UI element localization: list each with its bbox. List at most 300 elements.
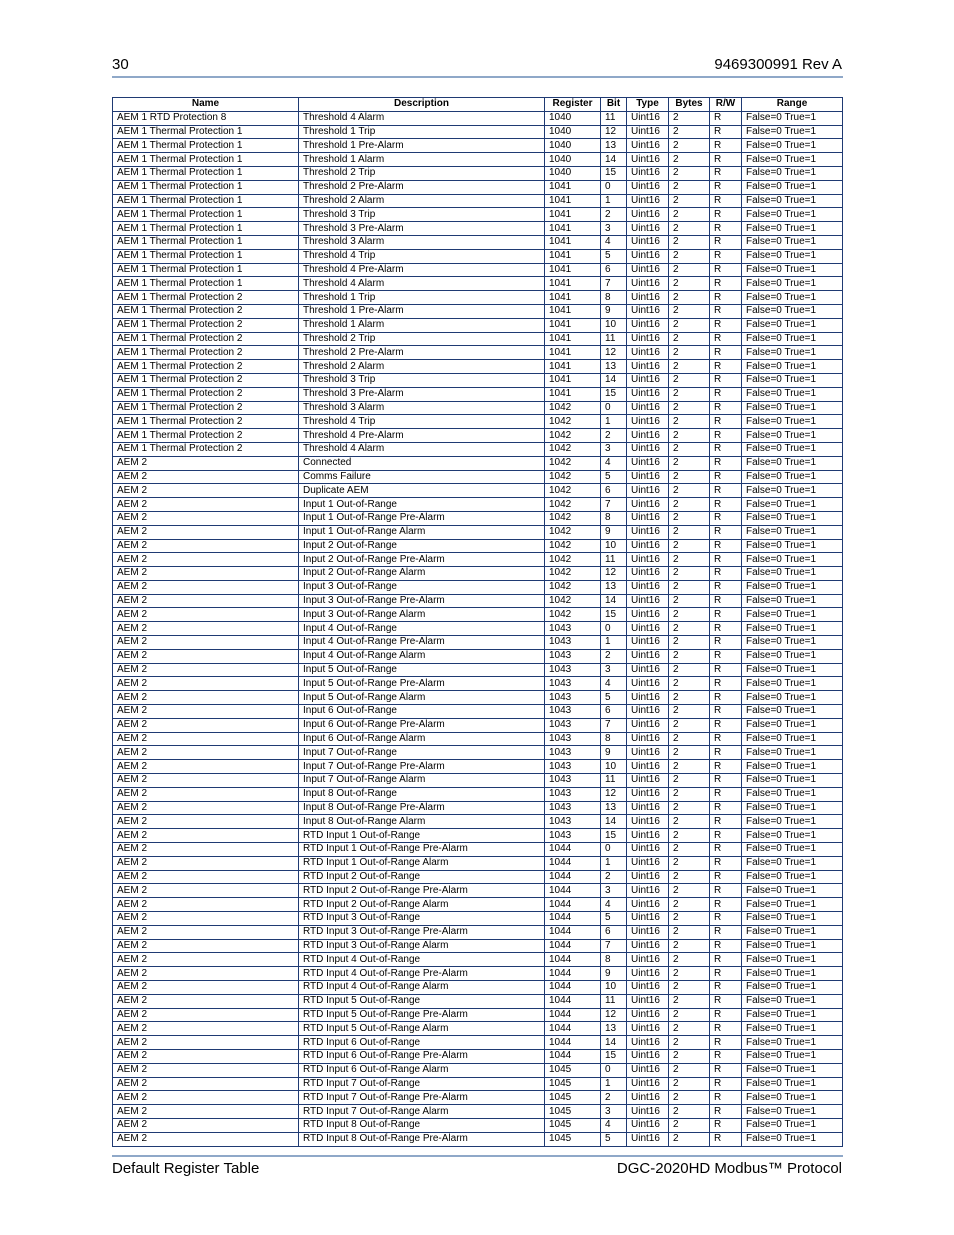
cell-rw: R xyxy=(710,705,742,719)
cell-description: Input 5 Out-of-Range xyxy=(299,663,545,677)
cell-rw: R xyxy=(710,277,742,291)
cell-register: 1043 xyxy=(545,787,601,801)
cell-description: Threshold 2 Pre-Alarm xyxy=(299,180,545,194)
cell-range: False=0 True=1 xyxy=(742,691,843,705)
table-row xyxy=(113,705,843,719)
cell-bit: 11 xyxy=(601,553,627,567)
cell-description: Threshold 4 Alarm xyxy=(299,111,545,125)
cell-register: 1041 xyxy=(545,387,601,401)
cell-type: Uint16 xyxy=(627,291,669,305)
cell-description: Input 7 Out-of-Range Alarm xyxy=(299,774,545,788)
cell-description: Threshold 1 Trip xyxy=(299,291,545,305)
cell-bytes: 2 xyxy=(669,939,710,953)
cell-register: 1041 xyxy=(545,194,601,208)
cell-description: Comms Failure xyxy=(299,470,545,484)
cell-bytes: 2 xyxy=(669,484,710,498)
cell-name: AEM 1 Thermal Protection 2 xyxy=(113,401,299,415)
cell-rw: R xyxy=(710,636,742,650)
cell-rw: R xyxy=(710,787,742,801)
cell-rw: R xyxy=(710,1022,742,1036)
cell-register: 1042 xyxy=(545,442,601,456)
cell-range: False=0 True=1 xyxy=(742,166,843,180)
cell-description: RTD Input 1 Out-of-Range Alarm xyxy=(299,856,545,870)
cell-bit: 1 xyxy=(601,1077,627,1091)
cell-range: False=0 True=1 xyxy=(742,967,843,981)
table-row xyxy=(113,843,843,857)
table-row xyxy=(113,1132,843,1146)
cell-rw: R xyxy=(710,856,742,870)
cell-type: Uint16 xyxy=(627,415,669,429)
cell-range: False=0 True=1 xyxy=(742,1091,843,1105)
cell-name: AEM 1 Thermal Protection 1 xyxy=(113,194,299,208)
cell-type: Uint16 xyxy=(627,898,669,912)
cell-type: Uint16 xyxy=(627,608,669,622)
cell-rw: R xyxy=(710,732,742,746)
cell-range: False=0 True=1 xyxy=(742,677,843,691)
cell-bit: 7 xyxy=(601,277,627,291)
cell-bytes: 2 xyxy=(669,912,710,926)
cell-rw: R xyxy=(710,898,742,912)
cell-bit: 14 xyxy=(601,153,627,167)
column-header-name: Name xyxy=(113,98,299,112)
cell-bit: 8 xyxy=(601,511,627,525)
cell-description: Threshold 4 Pre-Alarm xyxy=(299,263,545,277)
cell-bit: 13 xyxy=(601,580,627,594)
cell-bit: 11 xyxy=(601,111,627,125)
cell-range: False=0 True=1 xyxy=(742,153,843,167)
cell-register: 1043 xyxy=(545,815,601,829)
cell-rw: R xyxy=(710,249,742,263)
cell-rw: R xyxy=(710,815,742,829)
cell-range: False=0 True=1 xyxy=(742,180,843,194)
table-row xyxy=(113,263,843,277)
cell-description: Input 7 Out-of-Range Pre-Alarm xyxy=(299,760,545,774)
cell-range: False=0 True=1 xyxy=(742,774,843,788)
cell-bit: 6 xyxy=(601,925,627,939)
cell-type: Uint16 xyxy=(627,470,669,484)
cell-name: AEM 2 xyxy=(113,829,299,843)
cell-bytes: 2 xyxy=(669,760,710,774)
cell-type: Uint16 xyxy=(627,1105,669,1119)
cell-description: RTD Input 3 Out-of-Range Alarm xyxy=(299,939,545,953)
cell-description: Input 4 Out-of-Range xyxy=(299,622,545,636)
cell-name: AEM 2 xyxy=(113,622,299,636)
column-header-bit: Bit xyxy=(601,98,627,112)
cell-bytes: 2 xyxy=(669,291,710,305)
cell-description: Connected xyxy=(299,456,545,470)
column-header-rw: R/W xyxy=(710,98,742,112)
cell-name: AEM 2 xyxy=(113,843,299,857)
cell-register: 1042 xyxy=(545,511,601,525)
table-row xyxy=(113,442,843,456)
cell-name: AEM 1 Thermal Protection 1 xyxy=(113,180,299,194)
cell-bit: 5 xyxy=(601,249,627,263)
cell-register: 1045 xyxy=(545,1132,601,1146)
table-row xyxy=(113,594,843,608)
cell-range: False=0 True=1 xyxy=(742,746,843,760)
cell-bit: 10 xyxy=(601,981,627,995)
cell-type: Uint16 xyxy=(627,953,669,967)
table-row xyxy=(113,649,843,663)
cell-name: AEM 2 xyxy=(113,498,299,512)
table-row xyxy=(113,1022,843,1036)
cell-type: Uint16 xyxy=(627,139,669,153)
cell-register: 1041 xyxy=(545,249,601,263)
cell-bit: 13 xyxy=(601,139,627,153)
cell-description: Input 4 Out-of-Range Pre-Alarm xyxy=(299,636,545,650)
cell-name: AEM 2 xyxy=(113,1132,299,1146)
cell-bit: 1 xyxy=(601,415,627,429)
cell-bit: 1 xyxy=(601,856,627,870)
cell-description: Input 1 Out-of-Range xyxy=(299,498,545,512)
cell-type: Uint16 xyxy=(627,125,669,139)
cell-register: 1040 xyxy=(545,153,601,167)
cell-register: 1045 xyxy=(545,1063,601,1077)
cell-range: False=0 True=1 xyxy=(742,511,843,525)
cell-bytes: 2 xyxy=(669,1091,710,1105)
cell-rw: R xyxy=(710,291,742,305)
cell-rw: R xyxy=(710,442,742,456)
table-row xyxy=(113,456,843,470)
cell-name: AEM 1 Thermal Protection 2 xyxy=(113,291,299,305)
cell-range: False=0 True=1 xyxy=(742,580,843,594)
cell-bytes: 2 xyxy=(669,304,710,318)
cell-range: False=0 True=1 xyxy=(742,139,843,153)
table-row xyxy=(113,677,843,691)
cell-register: 1044 xyxy=(545,1008,601,1022)
column-header-type: Type xyxy=(627,98,669,112)
cell-description: RTD Input 5 Out-of-Range Alarm xyxy=(299,1022,545,1036)
cell-bit: 12 xyxy=(601,346,627,360)
cell-rw: R xyxy=(710,953,742,967)
cell-bit: 12 xyxy=(601,1008,627,1022)
cell-type: Uint16 xyxy=(627,360,669,374)
table-row xyxy=(113,525,843,539)
cell-description: Input 1 Out-of-Range Alarm xyxy=(299,525,545,539)
cell-register: 1043 xyxy=(545,705,601,719)
cell-description: RTD Input 4 Out-of-Range Pre-Alarm xyxy=(299,967,545,981)
cell-bit: 15 xyxy=(601,387,627,401)
cell-register: 1043 xyxy=(545,732,601,746)
cell-rw: R xyxy=(710,1132,742,1146)
cell-type: Uint16 xyxy=(627,856,669,870)
cell-bytes: 2 xyxy=(669,829,710,843)
cell-type: Uint16 xyxy=(627,718,669,732)
cell-register: 1044 xyxy=(545,912,601,926)
cell-range: False=0 True=1 xyxy=(742,332,843,346)
cell-rw: R xyxy=(710,387,742,401)
table-row xyxy=(113,470,843,484)
cell-register: 1044 xyxy=(545,939,601,953)
cell-range: False=0 True=1 xyxy=(742,208,843,222)
cell-range: False=0 True=1 xyxy=(742,1036,843,1050)
cell-range: False=0 True=1 xyxy=(742,953,843,967)
table-row xyxy=(113,939,843,953)
table-row xyxy=(113,194,843,208)
cell-bit: 9 xyxy=(601,746,627,760)
cell-name: AEM 2 xyxy=(113,553,299,567)
cell-bit: 4 xyxy=(601,235,627,249)
cell-bit: 9 xyxy=(601,967,627,981)
cell-type: Uint16 xyxy=(627,304,669,318)
page-number: 30 xyxy=(112,56,129,73)
cell-name: AEM 1 Thermal Protection 1 xyxy=(113,166,299,180)
cell-name: AEM 2 xyxy=(113,1077,299,1091)
cell-name: AEM 1 Thermal Protection 1 xyxy=(113,153,299,167)
cell-range: False=0 True=1 xyxy=(742,843,843,857)
cell-rw: R xyxy=(710,691,742,705)
cell-bytes: 2 xyxy=(669,1118,710,1132)
cell-bit: 6 xyxy=(601,705,627,719)
cell-bytes: 2 xyxy=(669,539,710,553)
cell-bit: 6 xyxy=(601,263,627,277)
cell-bit: 15 xyxy=(601,166,627,180)
cell-bit: 11 xyxy=(601,774,627,788)
cell-rw: R xyxy=(710,470,742,484)
cell-description: Input 3 Out-of-Range Pre-Alarm xyxy=(299,594,545,608)
cell-type: Uint16 xyxy=(627,111,669,125)
cell-name: AEM 2 xyxy=(113,1118,299,1132)
cell-bytes: 2 xyxy=(669,415,710,429)
table-row xyxy=(113,567,843,581)
cell-rw: R xyxy=(710,429,742,443)
cell-type: Uint16 xyxy=(627,1132,669,1146)
cell-rw: R xyxy=(710,1063,742,1077)
cell-bytes: 2 xyxy=(669,456,710,470)
cell-bit: 2 xyxy=(601,208,627,222)
cell-name: AEM 2 xyxy=(113,760,299,774)
cell-bit: 15 xyxy=(601,1049,627,1063)
cell-type: Uint16 xyxy=(627,815,669,829)
cell-register: 1041 xyxy=(545,332,601,346)
cell-register: 1043 xyxy=(545,663,601,677)
cell-name: AEM 2 xyxy=(113,898,299,912)
cell-type: Uint16 xyxy=(627,774,669,788)
table-row xyxy=(113,373,843,387)
cell-bytes: 2 xyxy=(669,346,710,360)
cell-type: Uint16 xyxy=(627,194,669,208)
cell-bit: 15 xyxy=(601,608,627,622)
table-row xyxy=(113,718,843,732)
cell-description: RTD Input 6 Out-of-Range xyxy=(299,1036,545,1050)
cell-register: 1044 xyxy=(545,1036,601,1050)
cell-bit: 3 xyxy=(601,442,627,456)
cell-register: 1042 xyxy=(545,456,601,470)
cell-bytes: 2 xyxy=(669,870,710,884)
cell-rw: R xyxy=(710,304,742,318)
table-row xyxy=(113,732,843,746)
cell-name: AEM 2 xyxy=(113,801,299,815)
table-row xyxy=(113,953,843,967)
table-row xyxy=(113,318,843,332)
cell-bit: 0 xyxy=(601,401,627,415)
cell-description: Threshold 1 Trip xyxy=(299,125,545,139)
table-row xyxy=(113,139,843,153)
cell-type: Uint16 xyxy=(627,691,669,705)
cell-type: Uint16 xyxy=(627,153,669,167)
table-row xyxy=(113,222,843,236)
cell-bytes: 2 xyxy=(669,981,710,995)
cell-type: Uint16 xyxy=(627,180,669,194)
cell-name: AEM 1 Thermal Protection 1 xyxy=(113,139,299,153)
cell-type: Uint16 xyxy=(627,567,669,581)
cell-rw: R xyxy=(710,594,742,608)
cell-range: False=0 True=1 xyxy=(742,1063,843,1077)
table-row xyxy=(113,332,843,346)
cell-register: 1045 xyxy=(545,1105,601,1119)
cell-type: Uint16 xyxy=(627,539,669,553)
table-row xyxy=(113,994,843,1008)
cell-register: 1042 xyxy=(545,539,601,553)
cell-bytes: 2 xyxy=(669,318,710,332)
cell-register: 1044 xyxy=(545,1049,601,1063)
cell-bit: 2 xyxy=(601,1091,627,1105)
cell-bytes: 2 xyxy=(669,1132,710,1146)
cell-rw: R xyxy=(710,829,742,843)
cell-range: False=0 True=1 xyxy=(742,277,843,291)
cell-bytes: 2 xyxy=(669,884,710,898)
cell-description: RTD Input 8 Out-of-Range Pre-Alarm xyxy=(299,1132,545,1146)
cell-register: 1041 xyxy=(545,291,601,305)
cell-rw: R xyxy=(710,1008,742,1022)
cell-name: AEM 2 xyxy=(113,1063,299,1077)
column-header-bytes: Bytes xyxy=(669,98,710,112)
cell-register: 1042 xyxy=(545,567,601,581)
cell-rw: R xyxy=(710,677,742,691)
cell-register: 1042 xyxy=(545,415,601,429)
cell-bytes: 2 xyxy=(669,525,710,539)
cell-description: Input 8 Out-of-Range Pre-Alarm xyxy=(299,801,545,815)
cell-type: Uint16 xyxy=(627,346,669,360)
cell-bytes: 2 xyxy=(669,580,710,594)
cell-name: AEM 2 xyxy=(113,981,299,995)
cell-bytes: 2 xyxy=(669,180,710,194)
cell-name: AEM 2 xyxy=(113,691,299,705)
cell-rw: R xyxy=(710,870,742,884)
cell-type: Uint16 xyxy=(627,1022,669,1036)
cell-name: AEM 2 xyxy=(113,1008,299,1022)
cell-register: 1041 xyxy=(545,304,601,318)
cell-rw: R xyxy=(710,649,742,663)
cell-range: False=0 True=1 xyxy=(742,360,843,374)
cell-register: 1045 xyxy=(545,1118,601,1132)
cell-range: False=0 True=1 xyxy=(742,1008,843,1022)
cell-range: False=0 True=1 xyxy=(742,1049,843,1063)
cell-type: Uint16 xyxy=(627,981,669,995)
column-header-range: Range xyxy=(742,98,843,112)
cell-name: AEM 2 xyxy=(113,594,299,608)
cell-type: Uint16 xyxy=(627,912,669,926)
cell-bytes: 2 xyxy=(669,139,710,153)
table-row xyxy=(113,208,843,222)
cell-rw: R xyxy=(710,235,742,249)
cell-type: Uint16 xyxy=(627,787,669,801)
table-row xyxy=(113,829,843,843)
cell-register: 1041 xyxy=(545,222,601,236)
column-header-description: Description xyxy=(299,98,545,112)
cell-register: 1043 xyxy=(545,801,601,815)
table-row xyxy=(113,346,843,360)
cell-rw: R xyxy=(710,139,742,153)
cell-bytes: 2 xyxy=(669,332,710,346)
cell-name: AEM 2 xyxy=(113,1091,299,1105)
cell-type: Uint16 xyxy=(627,401,669,415)
cell-bytes: 2 xyxy=(669,125,710,139)
cell-description: RTD Input 7 Out-of-Range Pre-Alarm xyxy=(299,1091,545,1105)
cell-bytes: 2 xyxy=(669,608,710,622)
cell-bytes: 2 xyxy=(669,1036,710,1050)
cell-register: 1044 xyxy=(545,843,601,857)
cell-register: 1041 xyxy=(545,277,601,291)
cell-register: 1043 xyxy=(545,636,601,650)
cell-description: Threshold 2 Alarm xyxy=(299,194,545,208)
cell-register: 1043 xyxy=(545,760,601,774)
cell-register: 1042 xyxy=(545,401,601,415)
cell-register: 1043 xyxy=(545,691,601,705)
cell-description: RTD Input 8 Out-of-Range xyxy=(299,1118,545,1132)
cell-rw: R xyxy=(710,498,742,512)
cell-register: 1041 xyxy=(545,235,601,249)
cell-description: Threshold 2 Alarm xyxy=(299,360,545,374)
cell-bit: 9 xyxy=(601,525,627,539)
table-row xyxy=(113,125,843,139)
cell-type: Uint16 xyxy=(627,801,669,815)
cell-name: AEM 1 Thermal Protection 1 xyxy=(113,125,299,139)
table-row xyxy=(113,484,843,498)
cell-rw: R xyxy=(710,746,742,760)
cell-rw: R xyxy=(710,539,742,553)
cell-description: Threshold 3 Trip xyxy=(299,373,545,387)
cell-description: Threshold 2 Trip xyxy=(299,166,545,180)
cell-name: AEM 1 Thermal Protection 1 xyxy=(113,222,299,236)
cell-bytes: 2 xyxy=(669,649,710,663)
cell-range: False=0 True=1 xyxy=(742,525,843,539)
cell-name: AEM 2 xyxy=(113,884,299,898)
cell-range: False=0 True=1 xyxy=(742,222,843,236)
cell-name: AEM 2 xyxy=(113,567,299,581)
cell-name: AEM 1 Thermal Protection 2 xyxy=(113,304,299,318)
cell-range: False=0 True=1 xyxy=(742,442,843,456)
table-row xyxy=(113,925,843,939)
cell-bytes: 2 xyxy=(669,360,710,374)
cell-rw: R xyxy=(710,718,742,732)
cell-type: Uint16 xyxy=(627,553,669,567)
cell-rw: R xyxy=(710,125,742,139)
cell-bit: 5 xyxy=(601,691,627,705)
cell-type: Uint16 xyxy=(627,967,669,981)
cell-bit: 6 xyxy=(601,484,627,498)
cell-range: False=0 True=1 xyxy=(742,856,843,870)
cell-name: AEM 2 xyxy=(113,774,299,788)
table-row xyxy=(113,981,843,995)
cell-bytes: 2 xyxy=(669,718,710,732)
cell-rw: R xyxy=(710,567,742,581)
cell-bit: 12 xyxy=(601,787,627,801)
cell-range: False=0 True=1 xyxy=(742,663,843,677)
cell-register: 1045 xyxy=(545,1091,601,1105)
cell-bit: 1 xyxy=(601,636,627,650)
cell-register: 1042 xyxy=(545,484,601,498)
cell-name: AEM 2 xyxy=(113,1049,299,1063)
cell-type: Uint16 xyxy=(627,277,669,291)
cell-bytes: 2 xyxy=(669,898,710,912)
cell-bytes: 2 xyxy=(669,636,710,650)
cell-range: False=0 True=1 xyxy=(742,829,843,843)
cell-bytes: 2 xyxy=(669,1063,710,1077)
cell-type: Uint16 xyxy=(627,1036,669,1050)
cell-rw: R xyxy=(710,346,742,360)
cell-bytes: 2 xyxy=(669,208,710,222)
